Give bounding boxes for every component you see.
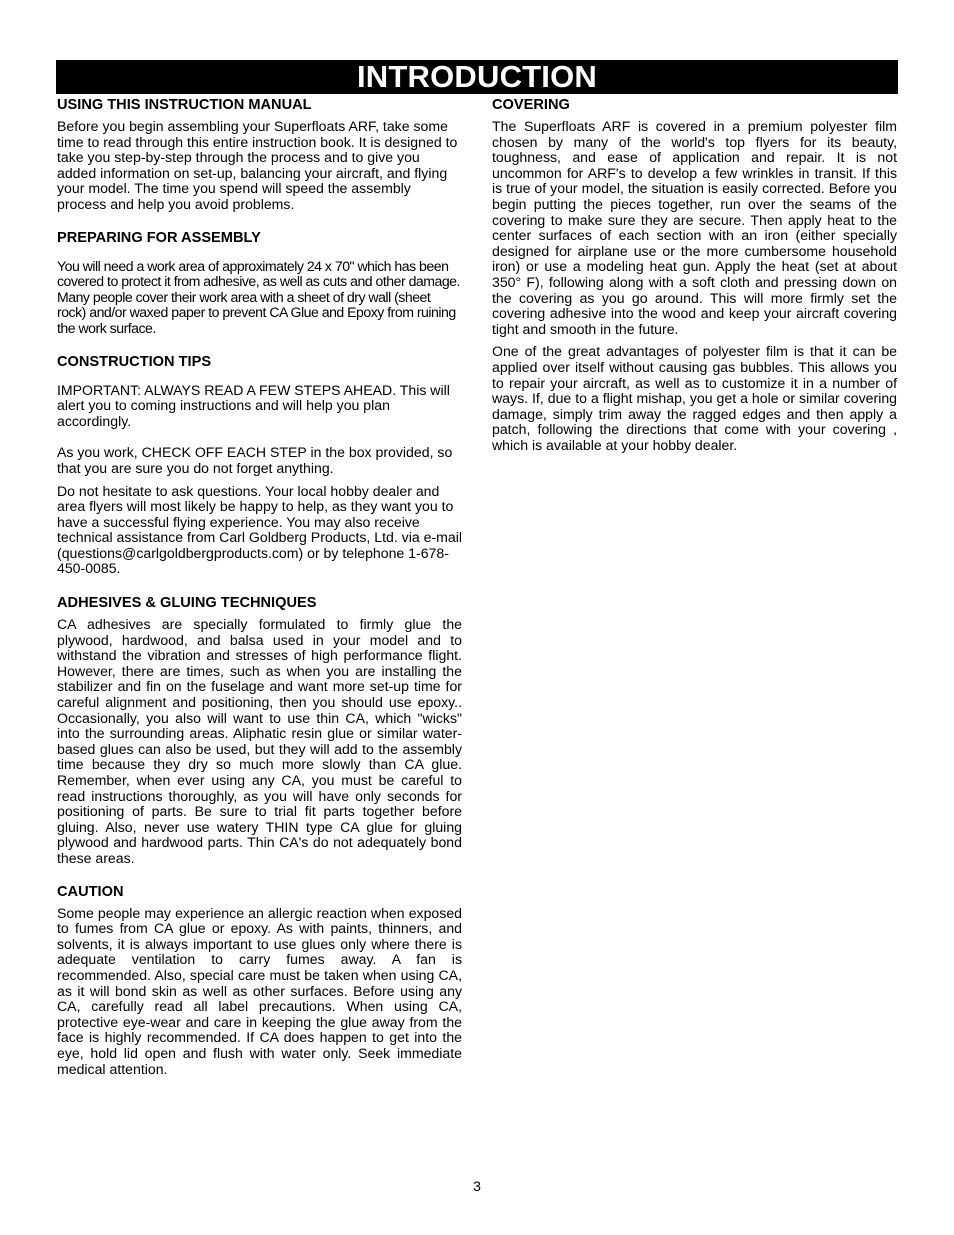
section-paragraph: Some people may experience an allergic reaction when exposed to fumes from CA glue or epoxy. As with paints, thinners, and solvents, it is always important to use glues only where there is adequate ventilation to carry fumes away. A fan is recommended. Also, special care must be taken when using CA, as it will bond skin as well as other surfaces. Before using any CA, carefully read all label precautions. When using CA, protective eye-wear and care in keeping the glue away from the face is highly recommended. If CA does happen to get into the eye, hold lid open and flush with water only. Seek immediate medical attention. — [57, 904, 462, 1077]
section-paragraph: You will need a work area of approximately 24 x 70" which has been covered to protect it from adhesive, as well as cuts and other damage. Many people cover their work area with a sheet of dry wall (sheet rock) and/or waxed paper to prevent CA Glue and Epoxy from ruining the work surface. — [57, 257, 460, 336]
section-heading-covering: COVERING — [492, 97, 570, 113]
section-paragraph: CA adhesives are specially formulated to firmly glue the plywood, hardwood, and balsa used in your model and to withstand the vibration and stresses of high performance flight. However, there are times, such as when you are installing the stabilizer and fin on the fuselage and want more set-up time for careful alignment and positioning, then you should use epoxy.. Occasionally, you also will want to use thin CA, which "wicks" into the surrounding areas. Aliphatic resin glue or similar water-based glues can also be used, but they will add to the assembly time because they dry so much more slowly than CA glue. Remember, when ever using any CA, you must be careful to read instructions thoroughly, as you will have only seconds for positioning of parts. Be sure to trial fit parts together before gluing. Also, never use watery THIN type CA glue for gluing plywood and hardwood parts. Thin CA's do not adequately bond these areas. — [57, 616, 462, 866]
section-heading-caution: CAUTION — [57, 883, 124, 900]
page-number: 3 — [473, 1178, 481, 1194]
section-paragraph: Before you begin assembling your Superfloats ARF, take some time to read through this entire instruction book. It is designed to take you step-by-step through the process and to give you added information on set-up, balancing your aircraft, and flying your model. The time you spend will speed the assembly process and help you avoid problems. — [57, 118, 458, 212]
page-title: INTRODUCTION — [56, 60, 898, 94]
section-paragraph: One of the great advantages of polyester film is that it can be applied over itself without causing gas bubbles. This allows you to repair your aircraft, as well as to customize it in a number of ways. If, due to a flight mishap, you get a hole or similar covering damage, simply trim away the ragged edges and then apply a patch, following the directions that come with your covering , which is available at your hobby dealer. — [492, 343, 897, 453]
section-paragraph: IMPORTANT: ALWAYS READ A FEW STEPS AHEAD. This will alert you to coming instructions and will help you plan accordingly. — [57, 381, 450, 429]
section-heading-construction-tips: CONSTRUCTION TIPS — [57, 353, 212, 370]
section-heading-using-manual: USING THIS INSTRUCTION MANUAL — [57, 97, 312, 113]
section-heading-preparing: PREPARING FOR ASSEMBLY — [57, 229, 261, 246]
left-column — [57, 96, 462, 1077]
section-paragraph: Do not hesitate to ask questions. Your local hobby dealer and area flyers will most likely be happy to help, as they want you to have a successful flying experience. You may also receive technical assistance from Carl Goldberg Products, Ltd. via e-mail (questions@carlgoldbergproducts.com) or by telephone 1-678-450-0085. — [57, 482, 462, 577]
section-heading-adhesives: ADHESIVES & GLUING TECHNIQUES — [57, 595, 317, 612]
section-paragraph: As you work, CHECK OFF EACH STEP in the box provided, so that you are sure you do not forget anything. — [57, 444, 453, 476]
section-paragraph: The Superfloats ARF is covered in a premium polyester film chosen by many of the world's top flyers for its beauty, toughness, and ease of application and repair. It is not uncommon for ARF's to develop a few wrinkles in transit. If this is true of your model, the situation is easily corrected. Before you begin putting the pieces together, run over the seams of the covering to make sure they are secure. Then apply heat to the center surfaces of each section with an iron (either specially designed for airplane use or the more cumbersome household iron) or use a modeling heat gun. Apply the heat (set at about 350° F), following along with a soft cloth and pressing down on the covering as you go around. This will more firmly set the covering adhesive into the wood and keep your aircraft covering tight and smooth in the future. — [492, 118, 897, 337]
right-column — [492, 96, 897, 453]
